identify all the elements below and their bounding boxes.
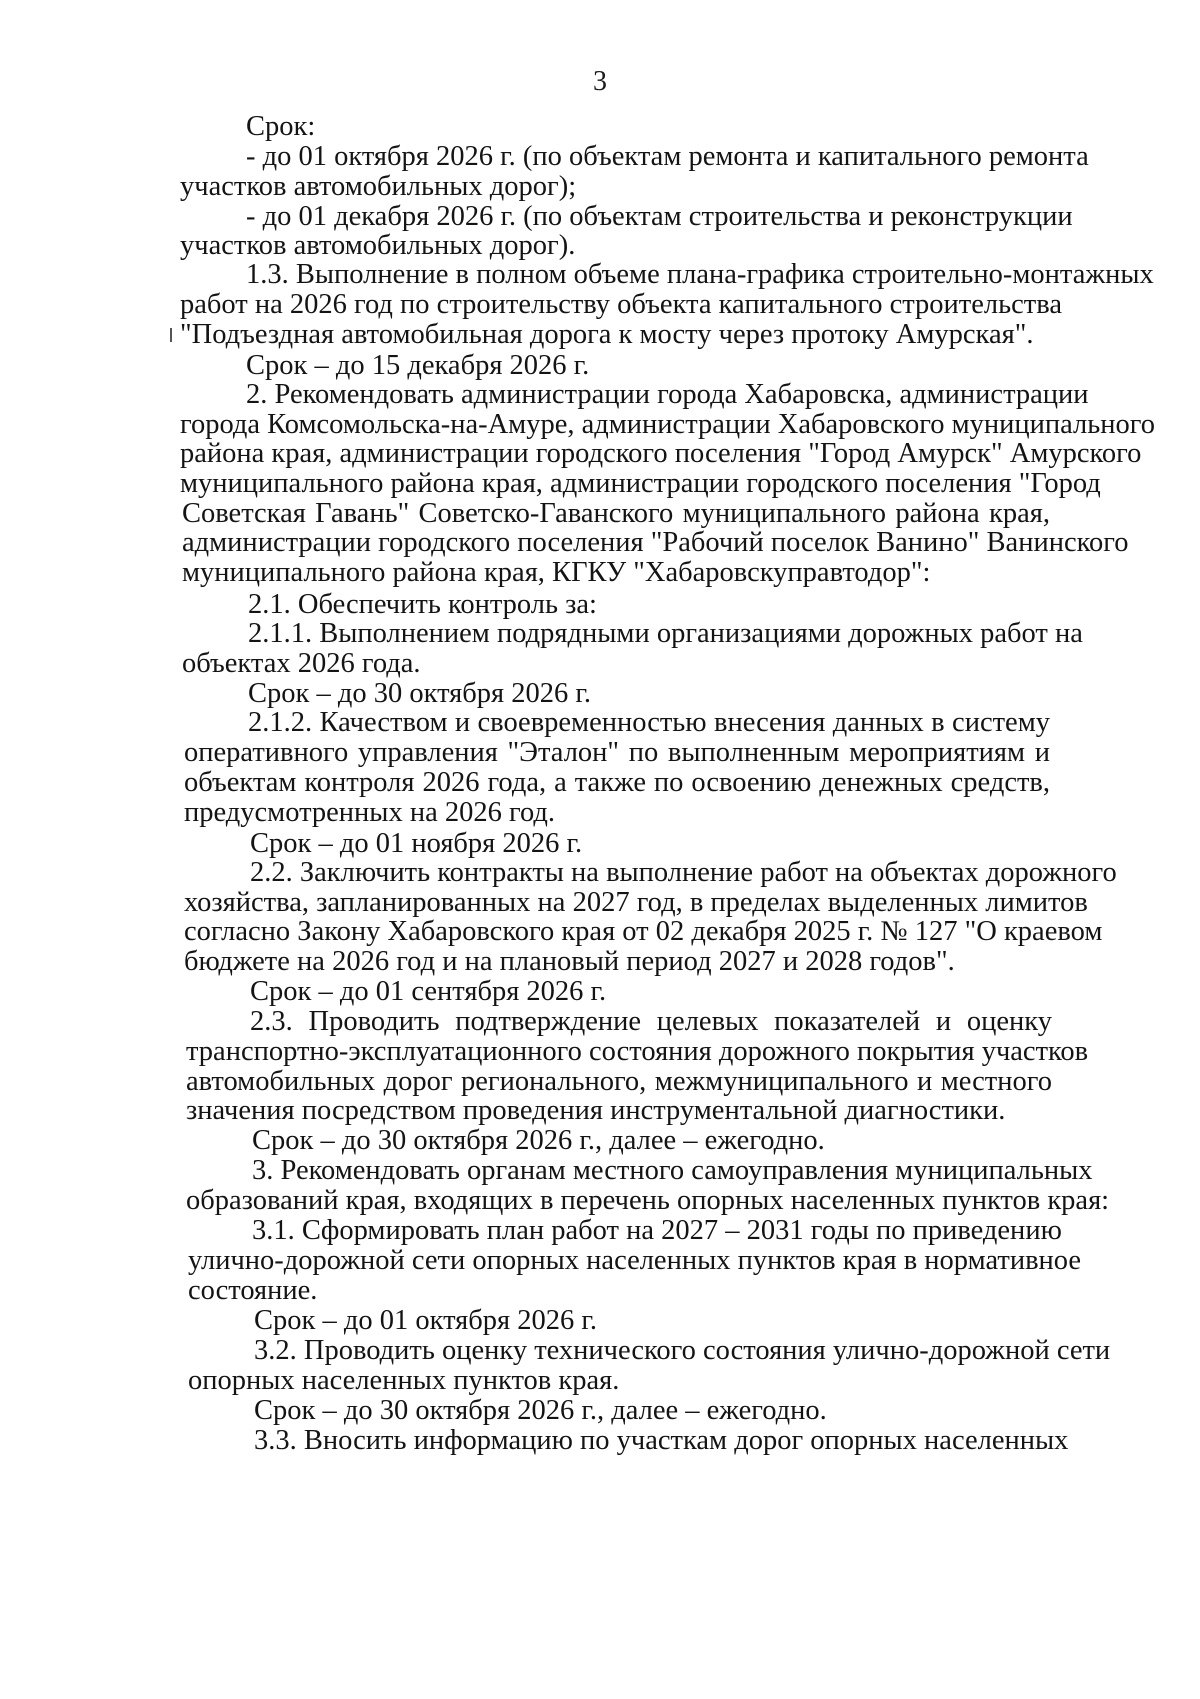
text-line: 2.2. Заключить контракты на выполнение работ на объектах дорожного bbox=[250, 857, 1117, 888]
text-line: города Комсомольска-на-Амуре, администрации Хабаровского муниципального bbox=[180, 409, 1156, 440]
text-line: Советская Гавань" Советско-Гаванского муниципального района края, bbox=[182, 498, 1050, 529]
text-line: - до 01 октября 2026 г. (по объектам ремонта и капитального ремонта bbox=[246, 141, 1089, 172]
text-line: автомобильных дорог регионального, межмуниципального и местного bbox=[186, 1066, 1052, 1097]
text-line: администрации городского поселения "Рабочий поселок Ванино" Ванинского bbox=[182, 527, 1129, 558]
text-line: участков автомобильных дорог); bbox=[180, 171, 577, 202]
text-line: хозяйства, запланированных на 2027 год, в пределах выделенных лимитов bbox=[184, 887, 1088, 918]
text-line: Срок – до 30 октября 2026 г., далее – ежегодно. bbox=[252, 1125, 825, 1156]
text-line: 3. Рекомендовать органам местного самоуправления муниципальных bbox=[252, 1155, 1093, 1186]
text-line: 3.2. Проводить оценку технического состояния улично-дорожной сети bbox=[254, 1335, 1111, 1366]
text-line: согласно Закону Хабаровского края от 02 декабря 2025 г. № 127 "О краевом bbox=[184, 916, 1103, 947]
text-line: улично-дорожной сети опорных населенных пунктов края в нормативное bbox=[188, 1245, 1082, 1276]
text-line: образований края, входящих в перечень опорных населенных пунктов края: bbox=[186, 1185, 1110, 1216]
text-line: муниципального района края, КГКУ "Хабаровскуправтодор": bbox=[182, 557, 931, 588]
text-line: "Подъездная автомобильная дорога к мосту через протоку Амурская". bbox=[180, 319, 1034, 350]
text-line: 2.1.1. Выполнением подрядными организациями дорожных работ на bbox=[248, 618, 1083, 649]
margin-mark bbox=[170, 328, 172, 342]
text-line: Срок: bbox=[246, 111, 316, 142]
text-line: Срок – до 01 октября 2026 г. bbox=[254, 1305, 597, 1336]
text-line: значения посредством проведения инструментальной диагностики. bbox=[186, 1095, 1006, 1126]
text-line: транспортно-эксплуатационного состояния дорожного покрытия участков bbox=[186, 1036, 1089, 1067]
page-number: 3 bbox=[593, 66, 607, 97]
text-line: 2.3. Проводить подтверждение целевых показателей и оценку bbox=[250, 1006, 1052, 1037]
text-line: работ на 2026 год по строительству объекта капитального строительства bbox=[180, 289, 1062, 320]
text-line: Срок – до 15 декабря 2026 г. bbox=[246, 350, 590, 381]
text-line: 2.1. Обеспечить контроль за: bbox=[248, 589, 597, 620]
text-line: участков автомобильных дорог). bbox=[180, 230, 576, 261]
text-line: оперативного управления "Эталон" по выполненным мероприятиям и bbox=[184, 737, 1050, 768]
text-line: - до 01 декабря 2026 г. (по объектам строительства и реконструкции bbox=[246, 201, 1073, 232]
text-line: состояние. bbox=[188, 1275, 318, 1306]
text-line: района края, администрации городского поселения "Город Амурск" Амурского bbox=[180, 438, 1142, 469]
text-line: 2. Рекомендовать администрации города Хабаровска, администрации bbox=[246, 379, 1089, 410]
text-line: Срок – до 01 ноября 2026 г. bbox=[250, 828, 583, 859]
text-line: опорных населенных пунктов края. bbox=[188, 1365, 620, 1396]
text-line: 1.3. Выполнение в полном объеме плана-графика строительно-монтажных bbox=[246, 259, 1154, 290]
text-line: Срок – до 01 сентября 2026 г. bbox=[250, 976, 607, 1007]
text-line: Срок – до 30 октября 2026 г., далее – ежегодно. bbox=[254, 1395, 827, 1426]
text-line: 2.1.2. Качеством и своевременностью внесения данных в систему bbox=[248, 707, 1050, 738]
text-line: бюджете на 2026 год и на плановый период 2027 и 2028 годов". bbox=[184, 946, 955, 977]
text-line: объектам контроля 2026 года, а также по освоению денежных средств, bbox=[184, 767, 1050, 798]
text-line: 3.1. Сформировать план работ на 2027 – 2031 годы по приведению bbox=[252, 1215, 1062, 1246]
text-line: предусмотренных на 2026 год. bbox=[184, 797, 556, 828]
text-line: муниципального района края, администрации городского поселения "Город bbox=[180, 468, 1101, 499]
text-line: Срок – до 30 октября 2026 г. bbox=[248, 678, 591, 709]
text-line: 3.3. Вносить информацию по участкам дорог опорных населенных bbox=[254, 1425, 1069, 1456]
text-line: объектах 2026 года. bbox=[182, 648, 421, 679]
